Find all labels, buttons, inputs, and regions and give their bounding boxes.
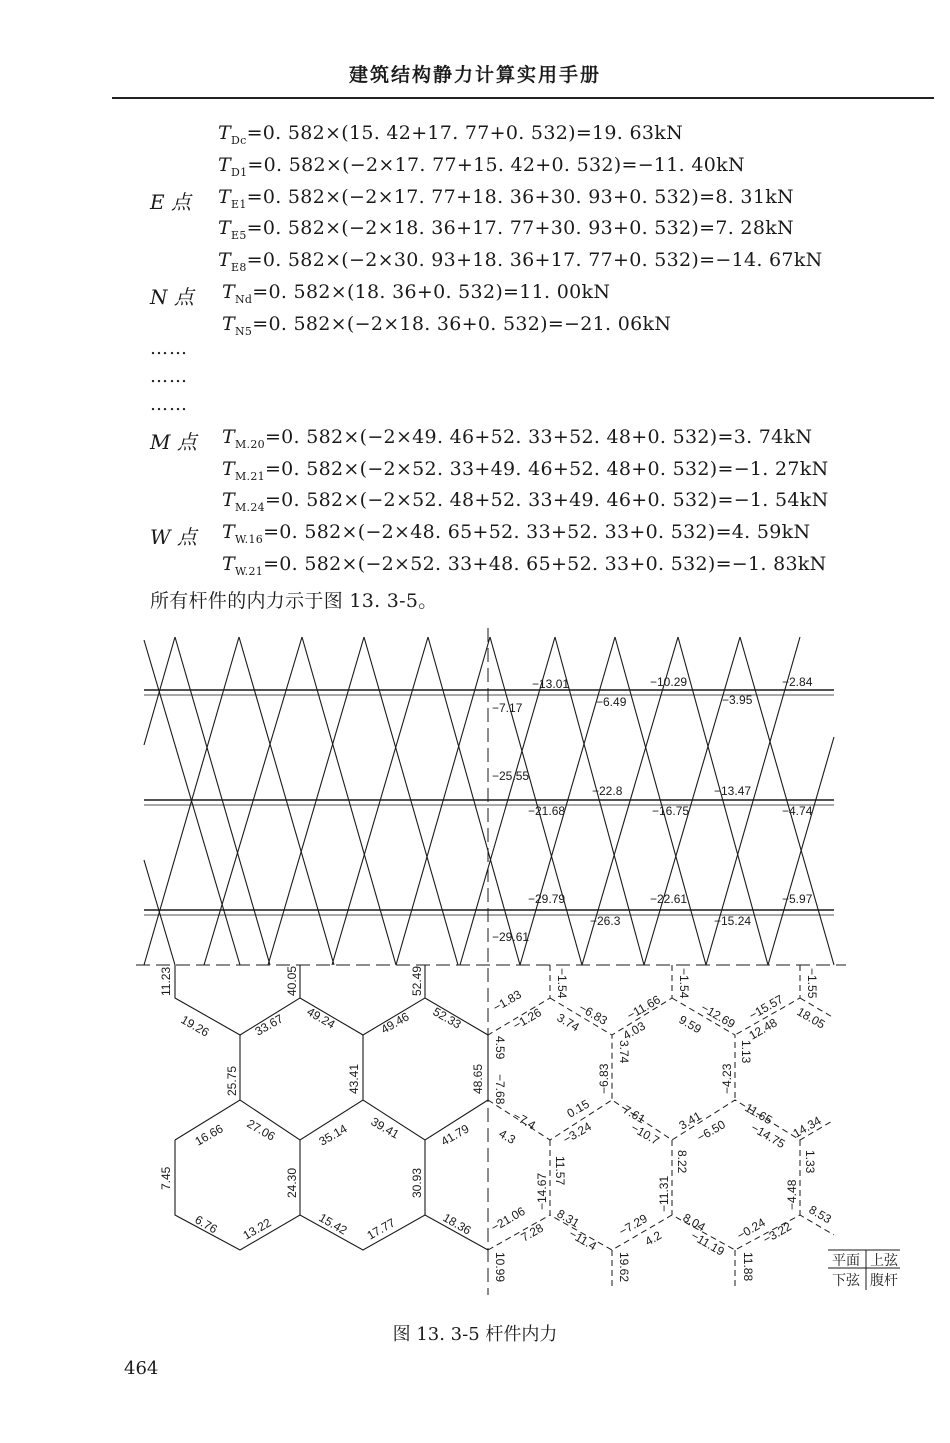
force-label: −22.8: [592, 784, 623, 798]
force-label: 41.79: [438, 1121, 472, 1149]
summary-text: 所有杆件的内力示于图 13. 3-5。: [150, 590, 438, 612]
force-label: −21.06: [488, 1203, 528, 1235]
force-label: 11.88: [741, 1252, 755, 1282]
force-label: −14.67: [535, 1172, 549, 1210]
eq-text: =0. 582×(−2×17. 77+15. 42+0. 532)=−11. 40kN: [247, 154, 745, 176]
force-label: 11.23: [159, 966, 173, 996]
force-label: −5.97: [782, 892, 813, 906]
force-label: −3.95: [722, 693, 753, 707]
eq-text: =0. 582×(−2×52. 33+49. 46+52. 48+0. 532)=−1. 27kN: [264, 458, 829, 480]
eq-sub: Dc: [230, 133, 247, 147]
force-label: −12.69: [698, 1000, 738, 1032]
eq-text: =0. 582×(−2×18. 36+0. 532)=−21. 06kN: [252, 313, 672, 335]
eq-sub: Nd: [234, 292, 253, 306]
force-label: 40.05: [285, 965, 299, 996]
point-E-label: E 点: [150, 190, 191, 214]
force-label: −0.24: [734, 1215, 768, 1243]
eq-T-E5: $T_{E5}=0$. 582×(−2×18. 36+17. 77+30. 93+0. 532)=7. 28kN: [218, 217, 794, 242]
eq-T-M20: $T_{M.20}=0$. 582×(−2×49. 46+52. 33+52. 48+0. 532)=3. 74kN: [222, 426, 813, 451]
force-label: −21.68: [528, 804, 566, 818]
axis-lines: [136, 628, 846, 1295]
force-label: −29.79: [528, 892, 566, 906]
eq-sub: W.16: [234, 532, 264, 546]
force-label: −7.29: [616, 1211, 650, 1239]
force-label: 11.57: [553, 1156, 567, 1186]
eq-text: =0. 582×(−2×52. 48+52. 33+49. 46+0. 532)=−1. 54kN: [264, 489, 829, 511]
force-label: 6.76: [192, 1212, 220, 1237]
force-label: 14.34: [790, 1113, 824, 1141]
force-label: 24.30: [285, 1167, 299, 1198]
force-label: −7.4: [510, 1108, 539, 1133]
legend: [828, 1250, 900, 1290]
eq-T-W16: $T_{W.16}=0$. 582×(−2×48. 65+52. 33+52. 33+0. 532)=4. 59kN: [222, 521, 811, 546]
eq-sub: E5: [230, 228, 247, 242]
force-label: 4.3: [496, 1126, 518, 1147]
force-label: −11.31: [657, 1175, 671, 1212]
force-label: 25.75: [225, 1065, 239, 1096]
ellipsis: ……: [150, 366, 188, 387]
force-label: −10.29: [650, 675, 688, 689]
force-label: −3.24: [560, 1119, 594, 1147]
legend-web-member: 腹杆: [870, 1272, 898, 1288]
force-label: 27.06: [244, 1116, 278, 1144]
force-label: −4.48: [785, 1179, 799, 1210]
point-W-label: W 点: [150, 525, 197, 549]
eq-sub: W.21: [234, 564, 264, 578]
force-label: 17.77: [364, 1215, 398, 1243]
force-label: −29.61: [492, 930, 530, 944]
force-label: −2.84: [782, 675, 813, 689]
force-label: −13.47: [714, 784, 752, 798]
eq-sub: D1: [230, 165, 248, 179]
force-label: 11.65: [742, 1100, 775, 1128]
force-label: 39.41: [368, 1114, 402, 1142]
eq-text: =0. 582×(−2×17. 77+18. 36+30. 93+0. 532)=8. 31kN: [246, 186, 794, 208]
force-label: −26.3: [590, 914, 621, 928]
force-label: −15.57: [746, 991, 786, 1023]
force-label: 3.41: [676, 1108, 704, 1133]
force-label: 48.65: [471, 1063, 485, 1094]
force-label: 7.61: [620, 1102, 648, 1127]
force-label: 49.46: [378, 1009, 412, 1037]
force-label: −1.54: [555, 968, 569, 999]
force-label: −22.61: [650, 892, 688, 906]
page-number: 464: [124, 1358, 159, 1379]
force-label: 1.13: [739, 1040, 753, 1064]
force-label: 8.22: [675, 1150, 689, 1174]
force-label: −10.7: [628, 1120, 662, 1148]
force-label: 33.67: [252, 1011, 286, 1039]
point-M-label: M 点: [150, 430, 197, 454]
ellipsis: ……: [150, 338, 188, 359]
eq-text: =0. 582×(18. 36+0. 532)=11. 00kN: [252, 281, 611, 303]
legend-top-chord: 上弦: [870, 1252, 898, 1268]
eq-T-M21: $T_{M.21}=0$. 582×(−2×52. 33+49. 46+52. 48+0. 532)=−1. 27kN: [222, 458, 829, 483]
force-label: 52.33: [430, 1004, 464, 1032]
ellipsis: ……: [150, 394, 188, 415]
force-label: −6.83: [576, 1000, 610, 1028]
eq-text: =0. 582×(15. 42+17. 77+0. 532)=19. 63kN: [246, 122, 684, 144]
force-label: 7.45: [159, 1166, 173, 1190]
eq-text: =0. 582×(−2×52. 33+48. 65+52. 33+0. 532)=−1. 83kN: [263, 553, 827, 575]
force-label: −11.19: [688, 1228, 727, 1259]
force-label: 8.53: [806, 1202, 834, 1227]
force-label: −1.54: [677, 968, 691, 999]
figure-caption: 图 13. 3-5 杆件内力: [392, 1324, 558, 1345]
force-label: 1.33: [803, 1150, 817, 1174]
eq-text: =0. 582×(−2×48. 65+52. 33+52. 33+0. 532)=4. 59kN: [263, 521, 811, 543]
force-label: 19.26: [178, 1012, 212, 1040]
force-label: 49.24: [304, 1004, 338, 1032]
force-label: 3.74: [617, 1040, 631, 1064]
force-label: −11.4: [566, 1226, 600, 1254]
lower-right-force-labels: [489, 968, 835, 1282]
force-label: −1.83: [490, 987, 524, 1015]
force-label: −16.75: [652, 804, 690, 818]
eq-T-Nd: $T_{Nd}=0$. 582×(18. 36+0. 532)=11. 00kN: [222, 281, 611, 306]
eq-T-Dc: $T_{Dc}=0$. 582×(15. 42+17. 77+0. 532)=19. 63kN: [218, 122, 684, 147]
force-label: −7.68: [493, 1074, 507, 1105]
force-label: 18.05: [794, 1004, 828, 1032]
eq-T-M24: $T_{M.24}=0$. 582×(−2×52. 48+52. 33+49. 46+0. 532)=−1. 54kN: [222, 489, 829, 514]
legend-bottom-chord: 下弦: [832, 1272, 860, 1288]
force-label: 43.41: [347, 1063, 361, 1094]
force-label: 4.03: [620, 1018, 648, 1043]
force-label: 18.36: [440, 1210, 474, 1238]
eq-T-E8: $T_{E8}=0$. 582×(−2×30. 93+18. 36+17. 77+0. 532)=−14. 67kN: [218, 249, 823, 274]
force-label: 16.66: [192, 1121, 226, 1149]
eq-sub: N5: [234, 324, 253, 338]
force-label: 12.48: [746, 1015, 780, 1043]
lower-left-force-labels: [159, 966, 485, 1243]
force-label: 0.15: [564, 1096, 592, 1121]
legend-plan: 平面: [832, 1252, 860, 1268]
eq-sub: E8: [230, 260, 247, 274]
force-label: 9.59: [676, 1012, 704, 1037]
force-label: −6.50: [694, 1117, 728, 1145]
eq-T-N5: $T_{N5}=0$. 582×(−2×18. 36+0. 532)=−21. 06kN: [222, 313, 672, 338]
force-label: 13.22: [240, 1215, 274, 1243]
force-label: −15.24: [714, 914, 752, 928]
eq-sub: M.21: [234, 469, 265, 483]
running-header: 建筑结构静力计算实用手册: [348, 64, 601, 86]
eq-text: =0. 582×(−2×49. 46+52. 33+52. 48+0. 532)=3. 74kN: [264, 426, 813, 448]
force-label: −6.49: [596, 695, 627, 709]
force-label: 10.99: [493, 1252, 507, 1283]
force-label: −7.17: [492, 701, 523, 715]
force-label: 52.49: [410, 965, 424, 996]
force-label: 4.59: [493, 1036, 507, 1060]
eq-text: =0. 582×(−2×30. 93+18. 36+17. 77+0. 532)=−14. 67kN: [246, 249, 823, 271]
eq-T-E1: $T_{E1}=0$. 582×(−2×17. 77+18. 36+30. 93+0. 532)=8. 31kN: [218, 186, 794, 211]
eq-T-W21: $T_{W.21}=0$. 582×(−2×52. 33+48. 65+52. 33+0. 532)=−1. 83kN: [222, 553, 827, 578]
force-label: 3.74: [554, 1010, 582, 1035]
force-label: 15.42: [316, 1210, 350, 1238]
force-label: −14.75: [748, 1120, 788, 1152]
eq-T-D1: $T_{D1}=0$. 582×(−2×17. 77+15. 42+0. 532)=−11. 40kN: [218, 154, 745, 179]
force-label: 4.2: [642, 1228, 664, 1249]
force-label: 35.14: [316, 1121, 350, 1149]
force-label: −4.74: [782, 804, 813, 818]
force-label: −11.66: [624, 992, 663, 1023]
force-label: 19.62: [617, 1252, 631, 1283]
force-label: −1.55: [805, 968, 819, 999]
eq-sub: E1: [230, 197, 247, 211]
force-label: −4.23: [720, 1063, 734, 1094]
force-label: −3.22: [760, 1219, 794, 1247]
point-N-label: N 点: [150, 285, 194, 309]
eq-sub: M.24: [234, 500, 265, 514]
eq-sub: M.20: [234, 437, 265, 451]
force-label: 8.31: [554, 1206, 582, 1231]
force-label: 7.28: [518, 1220, 546, 1245]
upper-force-labels: [492, 675, 813, 944]
force-label: −25.55: [492, 769, 530, 783]
force-label: −6.83: [597, 1063, 611, 1094]
eq-text: =0. 582×(−2×18. 36+17. 77+30. 93+0. 532)=7. 28kN: [246, 217, 794, 239]
force-label: −1.26: [510, 1005, 544, 1033]
force-label: 8.04: [680, 1210, 708, 1235]
force-label: −13.01: [532, 677, 570, 691]
force-label: 30.93: [410, 1167, 424, 1198]
